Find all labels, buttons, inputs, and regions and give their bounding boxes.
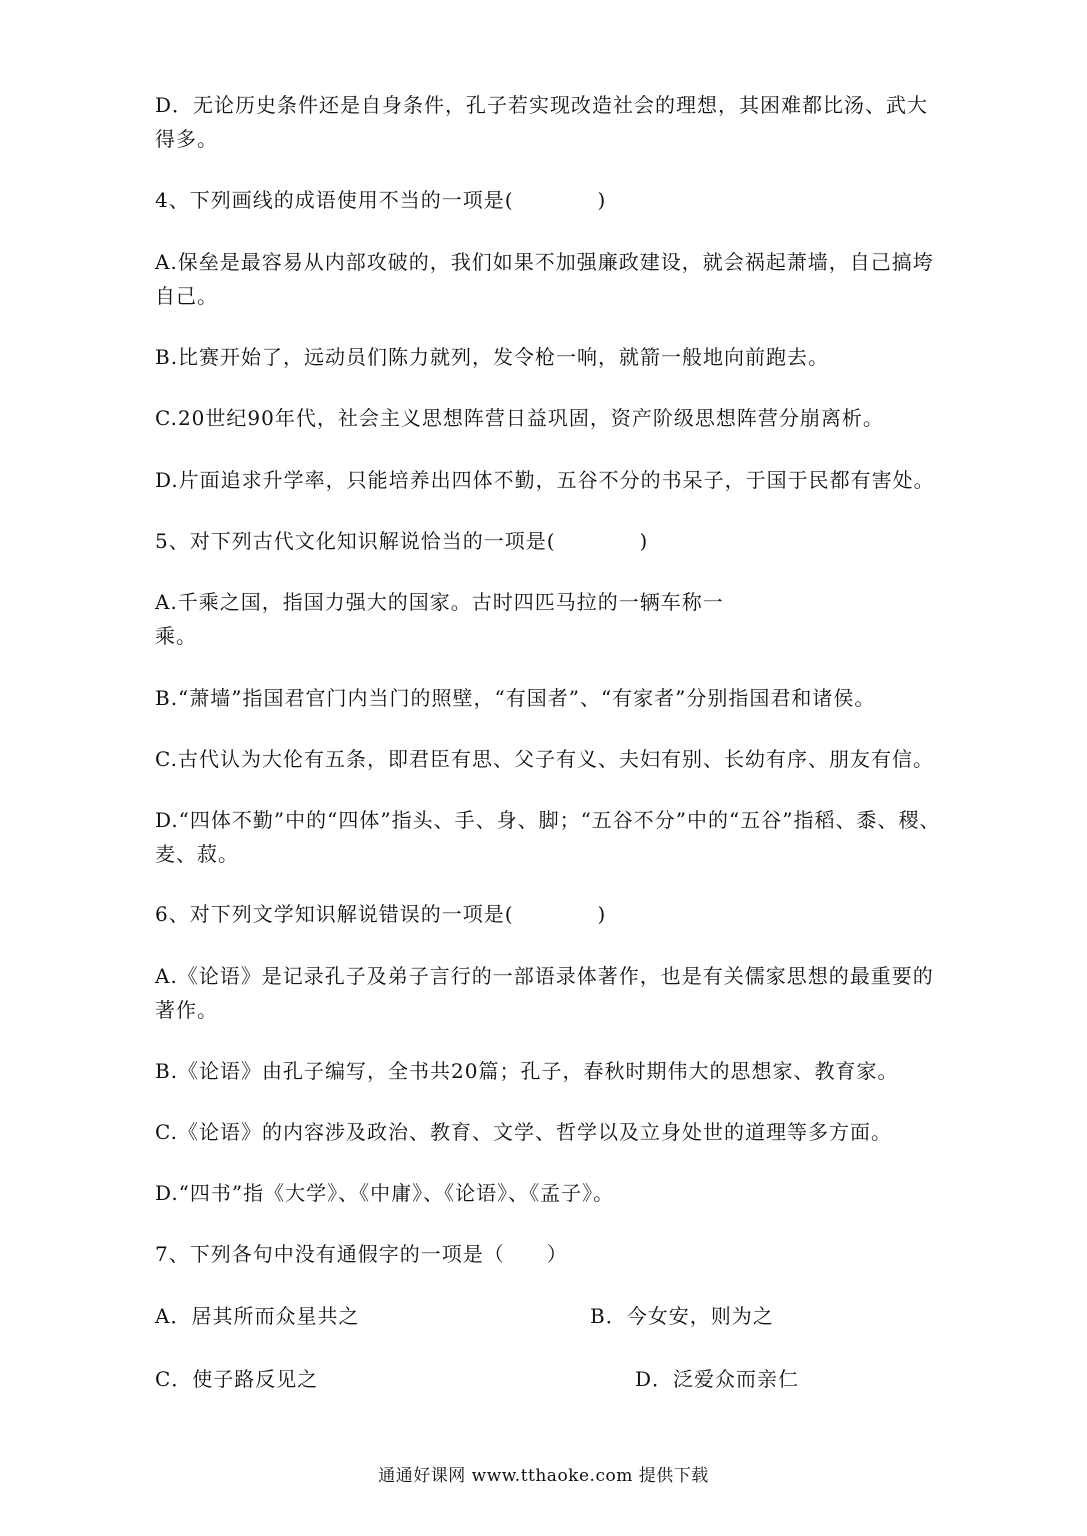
q6-option-a: A.《论语》是记录孔子及弟子言行的一部语录体著作，也是有关儒家思想的最重要的著作。: [155, 964, 934, 1022]
q6-option-c: C.《论语》的内容涉及政治、教育、文学、哲学以及立身处世的道理等多方面。: [155, 1120, 892, 1144]
q5-stem: 5、对下列古代文化知识解说恰当的一项是( ): [155, 529, 649, 553]
q7-option-d: D．泛爱众而亲仁: [635, 1367, 800, 1391]
q4-option-d: D.片面追求升学率，只能培养出四体不勤，五谷不分的书呆子，于国于民都有害处。: [155, 468, 935, 492]
q4-option-c: C.20世纪90年代，社会主义思想阵营日益巩固，资产阶级思想阵营分崩离析。: [155, 406, 884, 430]
q6-stem: 6、对下列文学知识解说错误的一项是( ): [155, 902, 607, 926]
page-footer: 通通好课网 www.tthaoke.com 提供下载: [378, 1466, 709, 1486]
q7-option-b: B．今女安，则为之: [590, 1304, 774, 1328]
q5-option-d: D.“四体不勤”中的“四体”指头、手、身、脚；“五谷不分”中的“五谷”指稻、黍、稷、麦、菽。: [155, 808, 941, 866]
q7-option-c: C．使子路反见之: [155, 1367, 319, 1391]
q5-option-c: C.古代认为大伦有五条，即君臣有思、父子有义、夫妇有别、长幼有序、朋友有信。: [155, 747, 934, 771]
q4-option-a: A.保垒是最容易从内部攻破的，我们如果不加强廉政建设，就会祸起萧墙，自己搞垮自己。: [155, 250, 934, 308]
q6-option-b: B.《论语》由孔子编写，全书共20篇；孔子，春秋时期伟大的思想家、教育家。: [155, 1059, 899, 1083]
q5-option-a: A.千乘之国，指国力强大的国家。古时四匹马拉的一辆车称一: [155, 590, 724, 614]
q5-option-b: B.“萧墙”指国君官门内当门的照壁，“有国者”、“有家者”分别指国君和诸侯。: [155, 686, 876, 710]
q3-option-d: D．无论历史条件还是自身条件，孔子若实现改造社会的理想，其困难都比汤、武大得多。: [155, 93, 929, 151]
q6-option-d: D.“四书”指《大学》、《中庸》、《论语》、《孟子》。: [155, 1181, 615, 1205]
q7-option-a: A．居其所而众星共之: [155, 1304, 360, 1328]
q5-option-a-cont: 乘。: [155, 624, 197, 648]
q7-stem: 7、下列各句中没有通假字的一项是（ ）: [155, 1242, 568, 1266]
q4-option-b: B.比赛开始了，远动员们陈力就列，发令枪一响，就箭一般地向前跑去。: [155, 345, 830, 369]
q4-stem: 4、下列画线的成语使用不当的一项是( ): [155, 188, 607, 212]
